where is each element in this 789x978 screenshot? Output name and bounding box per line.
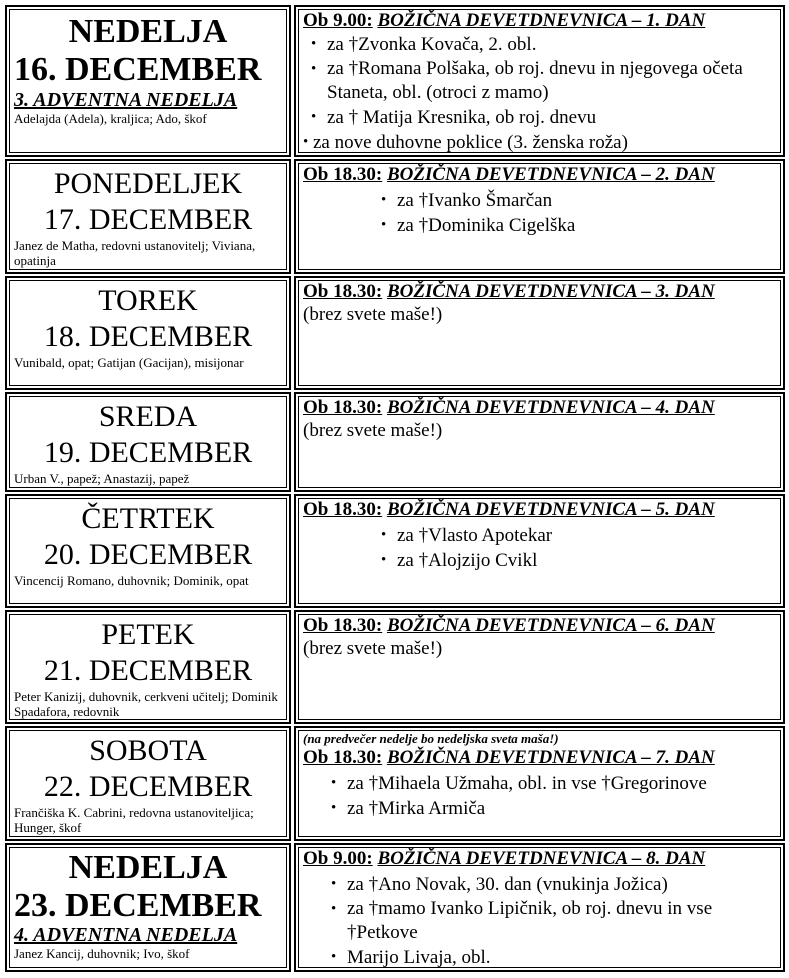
intention-item: • za †Ano Novak, 30. dan (vnukinja Jožica)	[331, 874, 668, 895]
bullet-icon: •	[331, 800, 337, 816]
bullet-icon: •	[311, 61, 317, 77]
day-name: ČETRTEK	[81, 502, 215, 535]
day-name: NEDELJA	[68, 849, 228, 886]
intention-item: • za †mamo Ivanko Lipičnik, ob roj. dnevu in vse †Petkove	[331, 898, 713, 943]
saints-of-day: Urban V., papež; Anastazij, papež	[14, 471, 190, 486]
day-name: SOBOTA	[89, 734, 207, 767]
day-name: PONEDELJEK	[53, 167, 243, 200]
mass-time: Ob 18.30:	[303, 164, 383, 185]
day-date: 23. DECEMBER	[14, 887, 262, 924]
saints-of-day: Janez de Matha, redovni ustanovitelj; Viviana, opatinja	[14, 238, 256, 268]
bullet-icon: •	[331, 949, 337, 965]
saints-of-day: Vunibald, opat; Gatijan (Gacijan), misijonar	[14, 355, 244, 370]
intention-item: • za † Matija Kresnika, ob roj. dnevu	[311, 107, 597, 128]
mass-cell	[294, 159, 785, 274]
mass-title: BOŽIČNA DEVETDNEVNICA – 8. DAN	[377, 848, 706, 869]
vigil-note: (na predvečer nedelje bo nedeljska sveta maša!)	[303, 731, 559, 746]
mass-title: BOŽIČNA DEVETDNEVNICA – 7. DAN	[386, 747, 715, 768]
day-cell	[5, 610, 291, 724]
mass-title: BOŽIČNA DEVETDNEVNICA – 5. DAN	[386, 499, 715, 520]
mass-heading	[299, 281, 780, 303]
mass-time: Ob 9.00:	[303, 10, 373, 31]
day-name: TOREK	[98, 284, 198, 317]
intention-list	[303, 32, 780, 155]
bullet-icon: •	[381, 192, 387, 208]
mass-time: Ob 9.00:	[303, 848, 373, 869]
schedule-row	[5, 159, 785, 274]
mass-time: Ob 18.30:	[303, 747, 383, 768]
saints-of-day: Peter Kanizij, duhovnik, cerkveni učitelj; Dominik Spadafora, redovnik	[14, 689, 278, 719]
intention-item: • Marijo Livaja, obl.	[331, 947, 491, 968]
mass-time: Ob 18.30:	[303, 615, 383, 636]
day-cell	[5, 726, 291, 841]
intention-list	[381, 523, 780, 573]
liturgical-subtitle: 3. ADVENTNA NEDELJA	[14, 89, 238, 111]
mass-heading	[299, 848, 780, 870]
day-cell	[5, 843, 291, 972]
mass-heading	[299, 164, 780, 186]
schedule-row	[5, 276, 785, 390]
mass-heading	[299, 499, 780, 521]
mass-heading	[299, 615, 780, 637]
intention-item: • za †Alojzijo Cvikl	[381, 550, 538, 571]
day-date: 17. DECEMBER	[43, 203, 253, 236]
day-date: 20. DECEMBER	[43, 538, 253, 571]
saints-of-day: Janez Kancij, duhovnik; Ivo, škof	[14, 946, 190, 961]
intention-list	[331, 872, 780, 970]
intention-item: • za †Romana Polšaka, ob roj. dnevu in njegovega očeta Staneta, obl. (otroci z mamo)	[311, 58, 743, 103]
day-cell	[5, 392, 291, 492]
schedule-row	[5, 610, 785, 724]
day-date: 21. DECEMBER	[43, 654, 253, 687]
mass-cell	[294, 726, 785, 841]
mass-cell	[294, 610, 785, 724]
mass-time: Ob 18.30:	[303, 499, 383, 520]
day-date: 22. DECEMBER	[43, 770, 253, 803]
schedule-table	[5, 5, 785, 972]
bullet-icon: •	[381, 552, 387, 568]
intention-list	[381, 188, 780, 238]
day-cell	[5, 276, 291, 390]
mass-title: BOŽIČNA DEVETDNEVNICA – 1. DAN	[377, 10, 706, 31]
day-date: 16. DECEMBER	[14, 51, 262, 88]
no-mass-note: (brez svete maše!)	[303, 304, 443, 325]
intention-item: • za †Vlasto Apotekar	[381, 525, 553, 546]
saints-of-day: Adelajda (Adela), kraljica; Ado, škof	[14, 111, 207, 126]
day-name: PETEK	[101, 618, 195, 651]
bullet-icon: •	[331, 876, 337, 892]
mass-title: BOŽIČNA DEVETDNEVNICA – 2. DAN	[386, 164, 715, 185]
mass-cell	[294, 276, 785, 390]
intention-item: • za †Mirka Armiča	[331, 798, 486, 819]
bullet-icon: •	[381, 527, 387, 543]
mass-heading	[299, 747, 780, 769]
bullet-icon: •	[381, 217, 387, 233]
mass-heading	[299, 10, 780, 32]
schedule-row	[5, 392, 785, 492]
schedule-row	[5, 726, 785, 841]
mass-cell	[294, 843, 785, 972]
schedule-row	[5, 494, 785, 608]
mass-cell	[294, 494, 785, 608]
day-cell	[5, 159, 291, 274]
intention-item: • za nove duhovne poklice (3. ženska roža)	[303, 132, 628, 153]
day-name: NEDELJA	[68, 13, 228, 50]
saints-of-day: Vincencij Romano, duhovnik; Dominik, opat	[14, 573, 249, 588]
mass-title: BOŽIČNA DEVETDNEVNICA – 3. DAN	[386, 281, 715, 302]
schedule-row	[5, 843, 785, 972]
intention-item: • za †Dominika Cigelška	[381, 215, 576, 236]
intention-list	[331, 771, 780, 821]
no-mass-note: (brez svete maše!)	[303, 638, 443, 659]
bullet-icon: •	[311, 36, 317, 52]
day-cell	[5, 5, 291, 157]
day-name: SREDA	[98, 400, 198, 433]
mass-title: BOŽIČNA DEVETDNEVNICA – 6. DAN	[386, 615, 715, 636]
no-mass-note: (brez svete maše!)	[303, 420, 443, 441]
day-date: 19. DECEMBER	[43, 436, 253, 469]
liturgical-subtitle: 4. ADVENTNA NEDELJA	[14, 924, 238, 946]
mass-cell	[294, 392, 785, 492]
mass-heading	[299, 397, 780, 419]
bullet-icon: •	[303, 134, 309, 150]
bullet-icon: •	[331, 775, 337, 791]
mass-title: BOŽIČNA DEVETDNEVNICA – 4. DAN	[386, 397, 715, 418]
intention-item: • za †Mihaela Užmaha, obl. in vse †Gregorinove	[331, 773, 707, 794]
day-date: 18. DECEMBER	[43, 320, 253, 353]
mass-cell	[294, 5, 785, 157]
mass-time: Ob 18.30:	[303, 397, 383, 418]
saints-of-day: Frančiška K. Cabrini, redovna ustanoviteljica; Hunger, škof	[14, 805, 254, 835]
mass-time: Ob 18.30:	[303, 281, 383, 302]
intention-item: • za †Zvonka Kovača, 2. obl.	[311, 34, 537, 55]
bullet-icon: •	[331, 901, 337, 917]
schedule-row	[5, 5, 785, 157]
bullet-icon: •	[311, 109, 317, 125]
day-cell	[5, 494, 291, 608]
intention-item: • za †Ivanko Šmarčan	[381, 190, 553, 211]
